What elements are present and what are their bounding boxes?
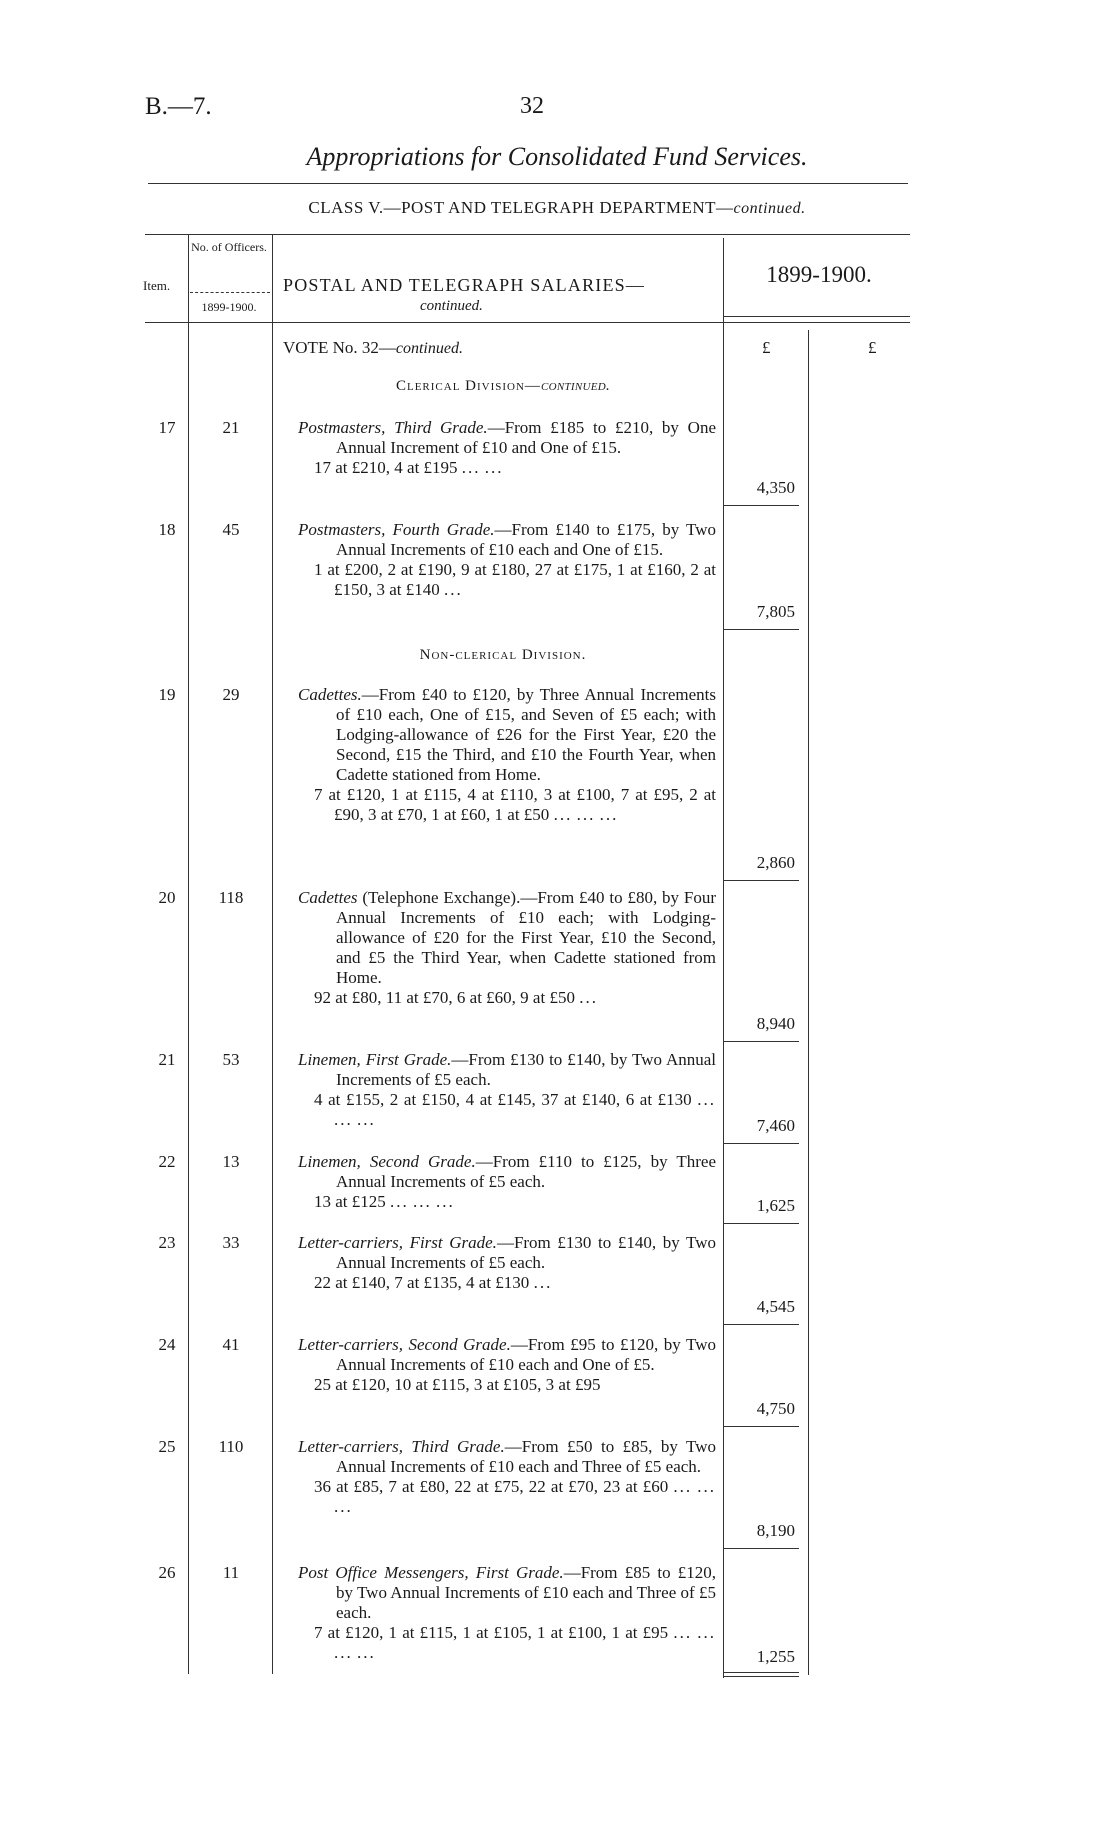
item-number: 26 <box>158 1563 176 1582</box>
officer-count: 41 <box>222 1335 240 1354</box>
amount: 1,625 <box>756 1196 795 1215</box>
officer-count: 33 <box>222 1233 240 1252</box>
salaries-header-continued: continued. <box>420 298 483 314</box>
pound-sign-total: £ <box>868 338 877 357</box>
salary-description: Letter-carriers, Third Grade.—From £50 to £85, by Two Annual Increments of £10 each and Three of £5 each. 36 at £85, 7 at £80, 22 at £75, 22 at £70, 23 at £60 ... ... ... <box>298 1437 717 1516</box>
officer-count: 11 <box>222 1563 240 1582</box>
officer-count: 13 <box>222 1152 240 1171</box>
officers-year-header: 1899-1900. <box>201 300 257 314</box>
year-rule <box>723 316 910 317</box>
table-header-rule <box>145 322 910 323</box>
officer-count: 53 <box>222 1050 240 1069</box>
title-rule <box>148 183 908 184</box>
salary-description: Linemen, First Grade.—From £130 to £140, by Two Annual Increments of £5 each. 4 at £155, 2 at £150, 4 at £145, 37 at £140, 6 at £130 ... ... ... <box>298 1050 716 1129</box>
salary-description: Cadettes.—From £40 to £120, by Three Annual Increments of £10 each, One of £15, and Seven of £5 each; with Lodging-allowance of £26 for the First Year, £20 the Second, £15 the Third, and £10 the Fourth Year, when Cadette stationed from Home. 7 at £120, 1 at £115, 4 at £110, 3 at £100, 7 at £95, 2 at £90, 3 at £70, 1 at £60, 1 at £50 ... ... ... <box>298 685 716 824</box>
amount: 1,255 <box>756 1647 795 1666</box>
amount: 7,460 <box>756 1116 795 1135</box>
amount-column-line <box>723 238 724 1678</box>
item-number: 18 <box>158 520 176 539</box>
amount: 2,860 <box>756 853 795 872</box>
officers-header: No. of Officers. <box>191 240 267 254</box>
salary-description: Cadettes (Telephone Exchange).—From £40 to £80, by Four Annual Increments of £10 each; with Lodging-allowance of £20 for the First Year, £10 the Second, and £5 the Third Year, when Cadette stationed from Home. 92 at £80, 11 at £70, 6 at £60, 9 at £50 ... <box>298 888 716 1007</box>
item-number: 24 <box>158 1335 176 1354</box>
non-clerical-division-heading: Non-clerical Division. <box>419 647 587 663</box>
amount-double-rule <box>723 1676 799 1677</box>
officer-count: 21 <box>222 418 240 437</box>
item-header: Item. <box>143 278 171 293</box>
amount-rule <box>723 880 799 881</box>
vote-heading: VOTE No. 32—continued. <box>283 338 463 357</box>
table-top-rule <box>145 234 910 235</box>
salary-description: Letter-carriers, Second Grade.—From £95 to £120, by Two Annual Increments of £10 each and One of £5. 25 at £120, 10 at £115, 3 at £105, 3 at £95 <box>298 1335 717 1394</box>
clerical-division-heading: Clerical Division—continued. <box>395 378 611 394</box>
salary-description: Postmasters, Third Grade.—From £185 to £210, by One Annual Increment of £10 and One of £15. 17 at £210, 4 at £195 ... ... <box>298 418 716 477</box>
amount: 7,805 <box>756 602 795 621</box>
amount-rule <box>723 1324 799 1325</box>
total-column-line <box>808 330 809 1675</box>
page-title: Appropriations for Consolidated Fund Services. <box>306 142 808 171</box>
amount: 4,545 <box>756 1297 795 1316</box>
item-number: 20 <box>158 888 176 907</box>
amount-rule <box>723 1041 799 1042</box>
amount-rule <box>723 505 799 506</box>
officer-count: 118 <box>218 888 244 907</box>
amount: 8,190 <box>756 1521 795 1540</box>
amount-rule <box>723 1143 799 1144</box>
salary-description: Post Office Messengers, First Grade.—From £85 to £120, by Two Annual Increments of £10 each and Three of £5 each. 7 at £120, 1 at £115, 1 at £105, 1 at £100, 1 at £95 ... ... ... ... <box>298 1563 717 1662</box>
amount-rule <box>723 1426 799 1427</box>
item-number: 21 <box>158 1050 176 1069</box>
item-number: 22 <box>158 1152 176 1171</box>
item-number: 17 <box>158 418 176 437</box>
page-number: 32 <box>520 93 544 119</box>
class-heading: CLASS V.—POST AND TELEGRAPH DEPARTMENT—continued. <box>308 198 806 217</box>
document-reference: B.—7. <box>145 93 212 120</box>
officer-count: 29 <box>222 685 240 704</box>
item-number: 25 <box>158 1437 176 1456</box>
item-number: 19 <box>158 685 176 704</box>
amount-rule <box>723 1548 799 1549</box>
pound-sign-amount: £ <box>762 338 771 357</box>
amount: 8,940 <box>756 1014 795 1033</box>
amount-rule <box>723 629 799 630</box>
salary-description: Letter-carriers, First Grade.—From £130 to £140, by Two Annual Increments of £5 each. 22 at £140, 7 at £135, 4 at £130 ... <box>298 1233 716 1292</box>
officer-count: 110 <box>218 1437 244 1456</box>
salaries-header: POSTAL AND TELEGRAPH SALARIES— <box>283 275 646 295</box>
salary-description: Postmasters, Fourth Grade.—From £140 to £175, by Two Annual Increments of £10 each and One of £15. 1 at £200, 2 at £190, 9 at £180, 27 at £175, 1 at £160, 2 at £150, 3 at £140 ... <box>298 520 717 599</box>
officers-column-line <box>272 234 273 1674</box>
item-column-line <box>188 234 189 1674</box>
item-number: 23 <box>158 1233 176 1252</box>
amount-rule <box>723 1223 799 1224</box>
amount: 4,350 <box>756 478 795 497</box>
amount-rule <box>723 1672 799 1673</box>
amount: 4,750 <box>756 1399 795 1418</box>
officers-year-rule <box>190 292 270 293</box>
year-header: 1899-1900. <box>766 262 872 287</box>
salary-description: Linemen, Second Grade.—From £110 to £125, by Three Annual Increments of £5 each. 13 at £125 ... ... ... <box>298 1152 717 1211</box>
officer-count: 45 <box>222 520 240 539</box>
